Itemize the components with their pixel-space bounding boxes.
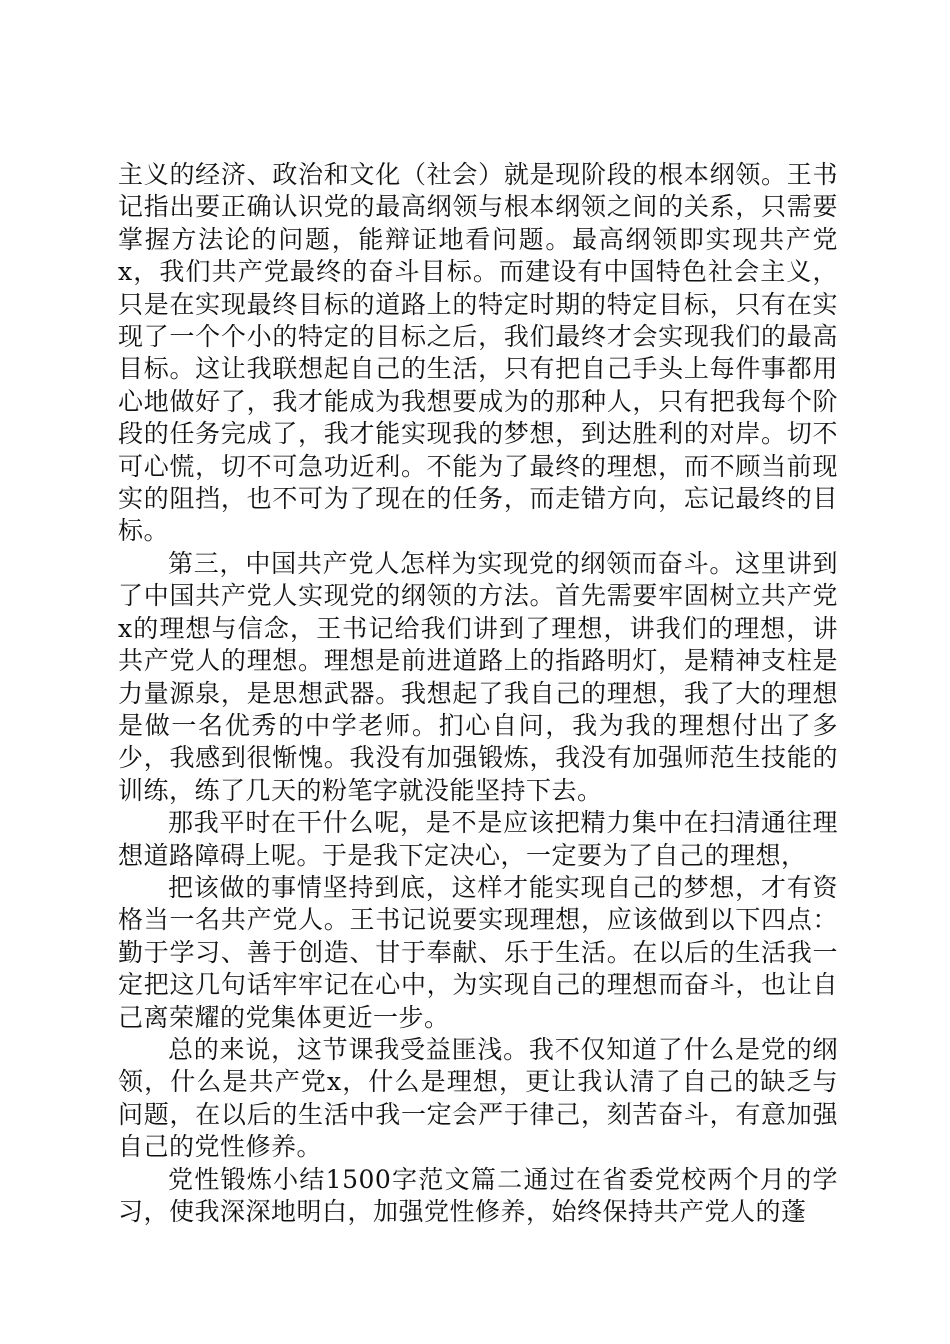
paragraph-4: 把该做的事情坚持到底，这样才能实现自己的梦想，才有资格当一名共产党人。王书记说要实现理想，应该做到以下四点：勤于学习、善于创造、甘于奉献、乐于生活。在以后的生活我一定把这几句话牢牢记在心中，为实现自己的理想而奋斗，也让自己离荣耀的党集体更近一步。 <box>118 872 838 1032</box>
paragraph-3: 那我平时在干什么呢，是不是应该把精力集中在扫清通往理想道路障碍上呢。于是我下定决心，一定要为了自己的理想， <box>118 808 838 870</box>
paragraph-6: 党性锻炼小结1500字范文篇二通过在省委党校两个月的学习，使我深深地明白，加强党性修养，始终保持共产党人的蓬 <box>118 1164 838 1226</box>
document-body <box>118 159 838 1228</box>
paragraph-1: 主义的经济、政治和文化（社会）就是现阶段的根本纲领。王书记指出要正确认识党的最高纲领与根本纲领之间的关系，只需要掌握方法论的问题，能辩证地看问题。最高纲领即实现共产党x，我们共产党最终的奋斗目标。而建设有中国特色社会主义，只是在实现最终目标的道路上的特定时期的特定目标，只有在实现了一个个小的特定的目标之后，我们最终才会实现我们的最高目标。这让我联想起自己的生活，只有把自己手头上每件事都用心地做好了，我才能成为我想要成为的那种人，只有把我每个阶段的任务完成了，我才能实现我的梦想，到达胜利的对岸。切不可心慌，切不可急功近利。不能为了最终的理想，而不顾当前现实的阻挡，也不可为了现在的任务，而走错方向，忘记最终的目标。 <box>118 160 838 546</box>
paragraph-2: 第三，中国共产党人怎样为实现党的纲领而奋斗。这里讲到了中国共产党人实现党的纲领的方法。首先需要牢固树立共产党x的理想与信念，王书记给我们讲到了理想，讲我们的理想，讲共产党人的理想。理想是前进道路上的指路明灯，是精神支柱是力量源泉，是思想武器。我想起了我自己的理想，我了大的理想是做一名优秀的中学老师。扪心自问，我为我的理想付出了多少，我感到很惭愧。我没有加强锻炼，我没有加强师范生技能的训练，练了几天的粉笔字就没能坚持下去。 <box>118 548 838 805</box>
paragraph-5: 总的来说，这节课我受益匪浅。我不仅知道了什么是党的纲领，什么是共产党x，什么是理想，更让我认清了自己的缺乏与问题，在以后的生活中我一定会严于律己，刻苦奋斗，有意加强自己的党性修养。 <box>118 1034 838 1162</box>
